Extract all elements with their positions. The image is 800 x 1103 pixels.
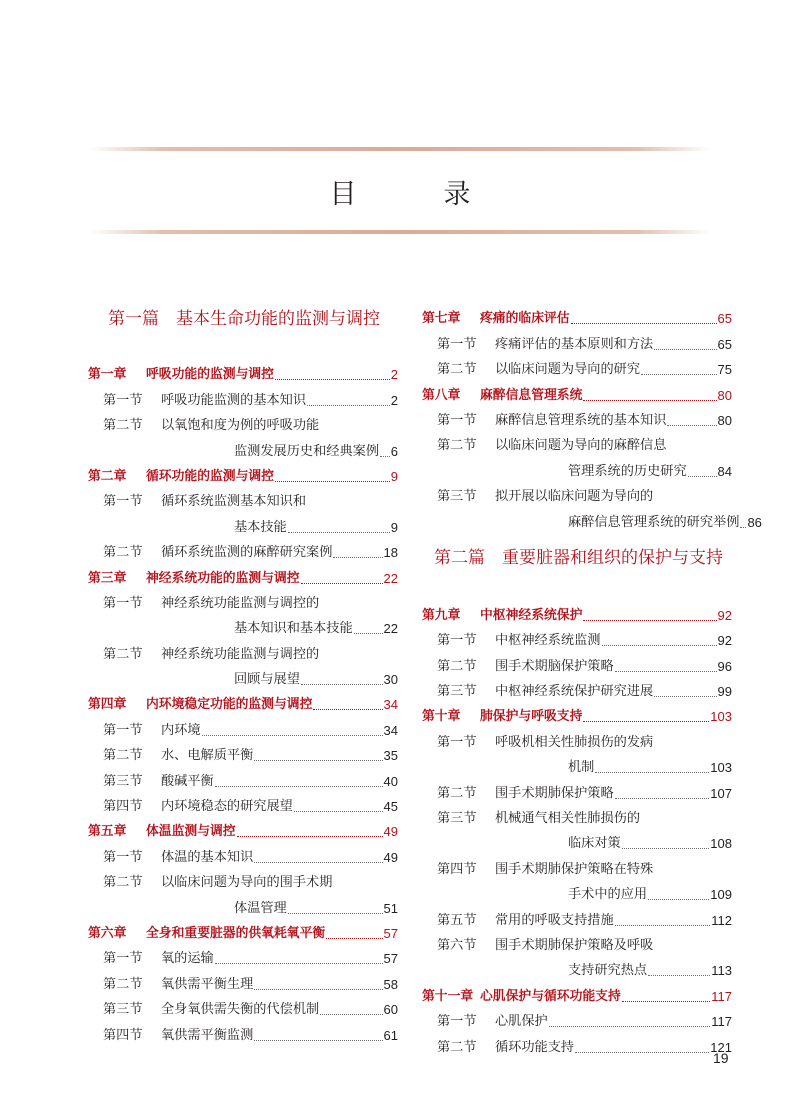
entry-title: 回顾与展望 — [234, 672, 300, 688]
dot-leader — [313, 709, 382, 710]
section-number: 第三节 — [437, 489, 477, 505]
entry-title: 临床对策 — [568, 836, 621, 852]
entry-title: 循环功能支持 — [495, 1039, 575, 1055]
section-number: 第一节 — [437, 633, 477, 649]
entry-title: 全身和重要脏器的供氧耗氧平衡 — [146, 925, 326, 941]
page-ref: 117 — [711, 1014, 732, 1030]
entry-title: 常用的呼吸支持措施 — [495, 912, 614, 928]
section-number: 第一节 — [103, 849, 143, 865]
toc-section-entry[interactable] — [422, 904, 732, 929]
toc-continuation-line[interactable] — [422, 752, 732, 777]
section-number: 第三节 — [103, 773, 143, 789]
toc-section-entry[interactable] — [88, 943, 398, 968]
toc-continuation-line[interactable] — [422, 506, 762, 531]
section-number: 第二节 — [103, 748, 143, 764]
toc-chapter-entry[interactable] — [88, 562, 398, 587]
entry-title: 全身氧供需失衡的代偿机制 — [161, 1002, 320, 1018]
section-number: 第四节 — [437, 861, 477, 877]
section-number: 第三节 — [103, 1002, 143, 1018]
section-number: 第二节 — [437, 362, 477, 378]
section-number: 第二节 — [103, 646, 143, 662]
top-decorative-rule — [90, 147, 710, 151]
entry-title: 神经系统功能的监测与调控 — [146, 570, 300, 586]
entry-title: 呼吸功能监测的基本知识 — [161, 392, 307, 408]
toc-section-entry[interactable] — [422, 354, 732, 379]
toc-left-column — [88, 303, 398, 1045]
dot-leader — [254, 760, 382, 761]
entry-title: 支持研究热点 — [568, 963, 648, 979]
dot-leader — [288, 532, 390, 533]
entry-title: 呼吸功能的监测与调控 — [146, 367, 274, 383]
section-number: 第一节 — [103, 494, 143, 510]
page-ref: 30 — [383, 672, 398, 688]
toc-section-entry[interactable] — [422, 930, 732, 955]
dot-leader — [595, 772, 709, 773]
entry-title: 基本知识和基本技能 — [234, 621, 353, 637]
toc-section-entry[interactable] — [422, 405, 732, 430]
section-number: 第四节 — [103, 799, 143, 815]
entry-title: 麻醉信息管理系统的研究举例 — [568, 514, 740, 530]
entry-title: 机械通气相关性肺损伤的 — [495, 811, 641, 827]
chapter-number: 第十一章 — [422, 988, 474, 1004]
dot-leader — [202, 735, 383, 736]
entry-title: 循环系统监测的麻醉研究案例 — [161, 545, 333, 561]
page-ref: 113 — [711, 963, 732, 979]
page-ref: 57 — [383, 925, 398, 941]
page-title: 目 录 — [329, 179, 501, 210]
toc-section-entry[interactable] — [422, 481, 732, 506]
chapter-number: 第二章 — [88, 468, 127, 484]
entry-title: 以临床问题为导向的麻醉信息 — [495, 438, 667, 454]
dot-leader — [215, 963, 383, 964]
page-ref: 80 — [717, 412, 732, 428]
entry-title: 循环功能的监测与调控 — [146, 468, 274, 484]
page-ref: 117 — [711, 988, 732, 1004]
toc-continuation-line[interactable] — [422, 455, 732, 480]
page-ref: 22 — [383, 570, 398, 586]
dot-leader — [615, 925, 711, 926]
page-ref: 112 — [711, 912, 732, 928]
entry-title: 以氧饱和度为例的呼吸功能 — [161, 418, 320, 434]
entry-title: 麻醉信息管理系统 — [480, 387, 583, 403]
toc-chapter-entry[interactable] — [422, 303, 732, 328]
page-ref: 75 — [717, 362, 732, 378]
toc-section-entry[interactable] — [88, 765, 398, 790]
dot-leader — [602, 645, 717, 646]
toc-continuation-line[interactable] — [88, 613, 398, 638]
page-ref: 99 — [717, 684, 732, 700]
entry-title: 酸碱平衡 — [161, 773, 214, 789]
section-number: 第二节 — [103, 418, 143, 434]
page-ref: 107 — [710, 785, 732, 801]
page-ref: 9 — [390, 468, 398, 484]
toc-continuation-line[interactable] — [88, 892, 398, 917]
entry-title: 氧供需平衡监测 — [161, 1027, 254, 1043]
section-number: 第二节 — [437, 785, 477, 801]
entry-title: 监测发展历史和经典案例 — [234, 443, 380, 459]
dot-leader — [549, 1026, 711, 1027]
entry-title: 内环境 — [161, 722, 201, 738]
page-ref: 92 — [717, 607, 732, 623]
toc-section-entry[interactable] — [422, 625, 732, 650]
page-number: 19 — [713, 1050, 729, 1066]
dot-leader — [333, 557, 382, 558]
section-number: 第四节 — [103, 1027, 143, 1043]
toc-chapter-entry[interactable] — [422, 980, 732, 1005]
chapter-number: 第九章 — [422, 607, 461, 623]
page-ref: 109 — [710, 887, 732, 903]
dot-leader — [583, 620, 716, 621]
entry-title: 机制 — [568, 760, 595, 776]
toc-continuation-line[interactable] — [422, 828, 732, 853]
section-number: 第三节 — [437, 811, 477, 827]
dot-leader — [654, 696, 716, 697]
dot-leader — [294, 811, 383, 812]
toc-section-entry[interactable] — [422, 430, 732, 455]
section-number: 第三节 — [437, 684, 477, 700]
toc-section-entry[interactable] — [422, 726, 732, 751]
toc-section-entry[interactable] — [422, 777, 732, 802]
section-number: 第五节 — [437, 912, 477, 928]
toc-section-entry[interactable] — [88, 714, 398, 739]
section-number: 第一节 — [103, 595, 143, 611]
page-ref: 92 — [717, 633, 732, 649]
toc-section-entry[interactable] — [422, 328, 732, 353]
page-ref: 103 — [710, 760, 732, 776]
toc-section-entry[interactable] — [422, 650, 732, 675]
toc-section-entry[interactable] — [88, 588, 398, 613]
entry-title: 疼痛评估的基本原则和方法 — [495, 336, 654, 352]
page-ref: 45 — [383, 799, 398, 815]
toc-section-entry[interactable] — [88, 384, 398, 409]
toc-section-entry[interactable] — [88, 1019, 398, 1044]
entry-title: 体温的基本知识 — [161, 849, 254, 865]
toc-section-entry[interactable] — [422, 803, 732, 828]
section-number: 第一节 — [103, 951, 143, 967]
entry-title: 循环系统监测基本知识和 — [161, 494, 307, 510]
chapter-number: 第一章 — [88, 367, 127, 383]
toc-continuation-line[interactable] — [88, 664, 398, 689]
dot-leader — [571, 323, 717, 324]
bottom-decorative-rule — [90, 230, 710, 234]
entry-title: 麻醉信息管理系统的基本知识 — [495, 412, 667, 428]
entry-title: 拟开展以临床问题为导向的 — [495, 489, 654, 505]
dot-leader — [301, 583, 383, 584]
toc-continuation-line[interactable] — [422, 955, 732, 980]
page-ref: 108 — [710, 836, 732, 852]
entry-title: 管理系统的历史研究 — [568, 463, 687, 479]
dot-leader — [583, 721, 709, 722]
page-ref: 57 — [383, 951, 398, 967]
toc-section-entry[interactable] — [88, 486, 398, 511]
page-ref: 60 — [383, 1002, 398, 1018]
dot-leader — [654, 349, 716, 350]
page-ref: 84 — [717, 463, 732, 479]
toc-chapter-entry[interactable] — [88, 461, 398, 486]
dot-leader — [641, 374, 716, 375]
section-number: 第二节 — [437, 438, 477, 454]
dot-leader — [307, 405, 390, 406]
dot-leader — [583, 400, 716, 401]
dot-leader — [215, 786, 383, 787]
page-ref: 6 — [390, 443, 398, 459]
entry-title: 肺保护与呼吸支持 — [480, 709, 583, 725]
toc-section-entry[interactable] — [422, 676, 732, 701]
dot-leader — [740, 527, 746, 528]
toc-section-entry[interactable] — [88, 537, 398, 562]
section-number: 第一节 — [437, 412, 477, 428]
entry-title: 神经系统功能监测与调控的 — [161, 646, 320, 662]
entry-title: 中枢神经系统监测 — [495, 633, 601, 649]
entry-title: 围手术期肺保护策略及呼吸 — [495, 937, 654, 953]
dot-leader — [380, 456, 390, 457]
entry-title: 氧供需平衡生理 — [161, 976, 254, 992]
dot-leader — [354, 633, 383, 634]
dot-leader — [667, 425, 716, 426]
toc-right-column — [422, 303, 762, 1057]
page-ref: 65 — [717, 336, 732, 352]
toc-section-entry[interactable] — [88, 740, 398, 765]
page-ref: 103 — [710, 709, 732, 725]
toc-section-entry[interactable] — [88, 841, 398, 866]
entry-title: 以临床问题为导向的围手术期 — [161, 875, 333, 891]
section-number: 第二节 — [103, 875, 143, 891]
chapter-number: 第五章 — [88, 824, 127, 840]
toc-section-entry[interactable] — [88, 410, 398, 435]
page-ref: 18 — [383, 545, 398, 561]
toc-chapter-entry[interactable] — [88, 359, 398, 384]
chapter-number: 第十章 — [422, 709, 461, 725]
entry-title: 心肌保护 — [495, 1014, 548, 1030]
toc-chapter-entry[interactable] — [422, 701, 732, 726]
section-number: 第一节 — [437, 336, 477, 352]
page-ref: 96 — [717, 658, 732, 674]
entry-title: 疼痛的临床评估 — [480, 311, 570, 327]
entry-title: 围手术期肺保护策略 — [495, 785, 614, 801]
dot-leader — [320, 1014, 382, 1015]
toc-continuation-line[interactable] — [88, 511, 398, 536]
section-number: 第一节 — [437, 734, 477, 750]
dot-leader — [648, 899, 709, 900]
page-ref: 58 — [383, 976, 398, 992]
toc-chapter-entry[interactable] — [88, 689, 398, 714]
dot-leader — [688, 476, 717, 477]
dot-leader — [615, 671, 717, 672]
entry-title: 体温管理 — [234, 900, 287, 916]
entry-title: 基本技能 — [234, 519, 287, 535]
entry-title: 中枢神经系统保护 — [480, 607, 583, 623]
entry-title: 手术中的应用 — [568, 887, 648, 903]
page-ref: 2 — [390, 392, 398, 408]
toc-chapter-entry[interactable] — [88, 816, 398, 841]
dot-leader — [326, 938, 382, 939]
section-number: 第一节 — [103, 722, 143, 738]
entry-title: 氧的运输 — [161, 951, 214, 967]
chapter-number: 第七章 — [422, 311, 461, 327]
page-ref: 34 — [383, 697, 398, 713]
entry-title: 水、电解质平衡 — [161, 748, 254, 764]
toc-section-entry[interactable] — [422, 1006, 732, 1031]
dot-leader — [301, 684, 383, 685]
part-heading: 第一篇 基本生命功能的监测与调控 — [108, 309, 380, 329]
page-ref: 65 — [717, 311, 732, 327]
entry-title: 中枢神经系统保护研究进展 — [495, 684, 654, 700]
dot-leader — [275, 481, 390, 482]
section-number: 第二节 — [437, 658, 477, 674]
toc-chapter-entry[interactable] — [422, 600, 732, 625]
chapter-number: 第八章 — [422, 387, 461, 403]
toc-continuation-line[interactable] — [88, 435, 398, 460]
part-heading: 第二篇 重要脏器和组织的保护与支持 — [434, 547, 723, 568]
page-ref: 86 — [747, 514, 762, 530]
entry-title: 呼吸机相关性肺损伤的发病 — [495, 734, 654, 750]
entry-title: 心肌保护与循环功能支持 — [480, 988, 621, 1004]
section-number: 第二节 — [103, 545, 143, 561]
page-ref: 9 — [390, 519, 398, 535]
dot-leader — [575, 1052, 709, 1053]
dot-leader — [615, 798, 710, 799]
toc-chapter-entry[interactable] — [88, 918, 398, 943]
dot-leader — [622, 1001, 711, 1002]
section-number: 第六节 — [437, 937, 477, 953]
toc-section-entry[interactable] — [88, 638, 398, 663]
entry-title: 内环境稳定功能的监测与调控 — [146, 697, 313, 713]
entry-title: 围手术期肺保护策略在特殊 — [495, 861, 654, 877]
entry-title: 内环境稳态的研究展望 — [161, 799, 293, 815]
section-number: 第二节 — [437, 1039, 477, 1055]
page-ref: 49 — [383, 849, 398, 865]
page-ref: 34 — [383, 722, 398, 738]
toc-section-entry[interactable] — [422, 853, 732, 878]
page-ref: 40 — [383, 773, 398, 789]
toc-section-entry[interactable] — [88, 994, 398, 1019]
toc-section-entry[interactable] — [88, 791, 398, 816]
entry-title: 以临床问题为导向的研究 — [495, 362, 641, 378]
page-ref: 2 — [390, 367, 398, 383]
page-ref: 121 — [710, 1039, 732, 1055]
dot-leader — [254, 989, 382, 990]
toc-section-entry[interactable] — [422, 1031, 732, 1056]
section-number: 第一节 — [437, 1014, 477, 1030]
chapter-number: 第三章 — [88, 570, 127, 586]
chapter-number: 第六章 — [88, 925, 127, 941]
toc-section-entry[interactable] — [88, 867, 398, 892]
page-ref: 22 — [383, 621, 398, 637]
dot-leader — [648, 975, 710, 976]
section-number: 第二节 — [103, 976, 143, 992]
chapter-number: 第四章 — [88, 697, 127, 713]
dot-leader — [254, 862, 382, 863]
dot-leader — [237, 836, 383, 837]
dot-leader — [622, 848, 710, 849]
entry-title: 围手术期脑保护策略 — [495, 658, 614, 674]
entry-title: 神经系统功能监测与调控的 — [161, 595, 320, 611]
section-number: 第一节 — [103, 392, 143, 408]
dot-leader — [275, 379, 390, 380]
page-ref: 80 — [717, 387, 732, 403]
toc-chapter-entry[interactable] — [422, 379, 732, 404]
dot-leader — [288, 913, 383, 914]
entry-title: 体温监测与调控 — [146, 824, 236, 840]
page-ref: 61 — [383, 1027, 398, 1043]
page-ref: 35 — [383, 748, 398, 764]
page-ref: 49 — [383, 824, 398, 840]
dot-leader — [254, 1040, 382, 1041]
toc-section-entry[interactable] — [88, 968, 398, 993]
toc-continuation-line[interactable] — [422, 879, 732, 904]
page-ref: 51 — [383, 900, 398, 916]
